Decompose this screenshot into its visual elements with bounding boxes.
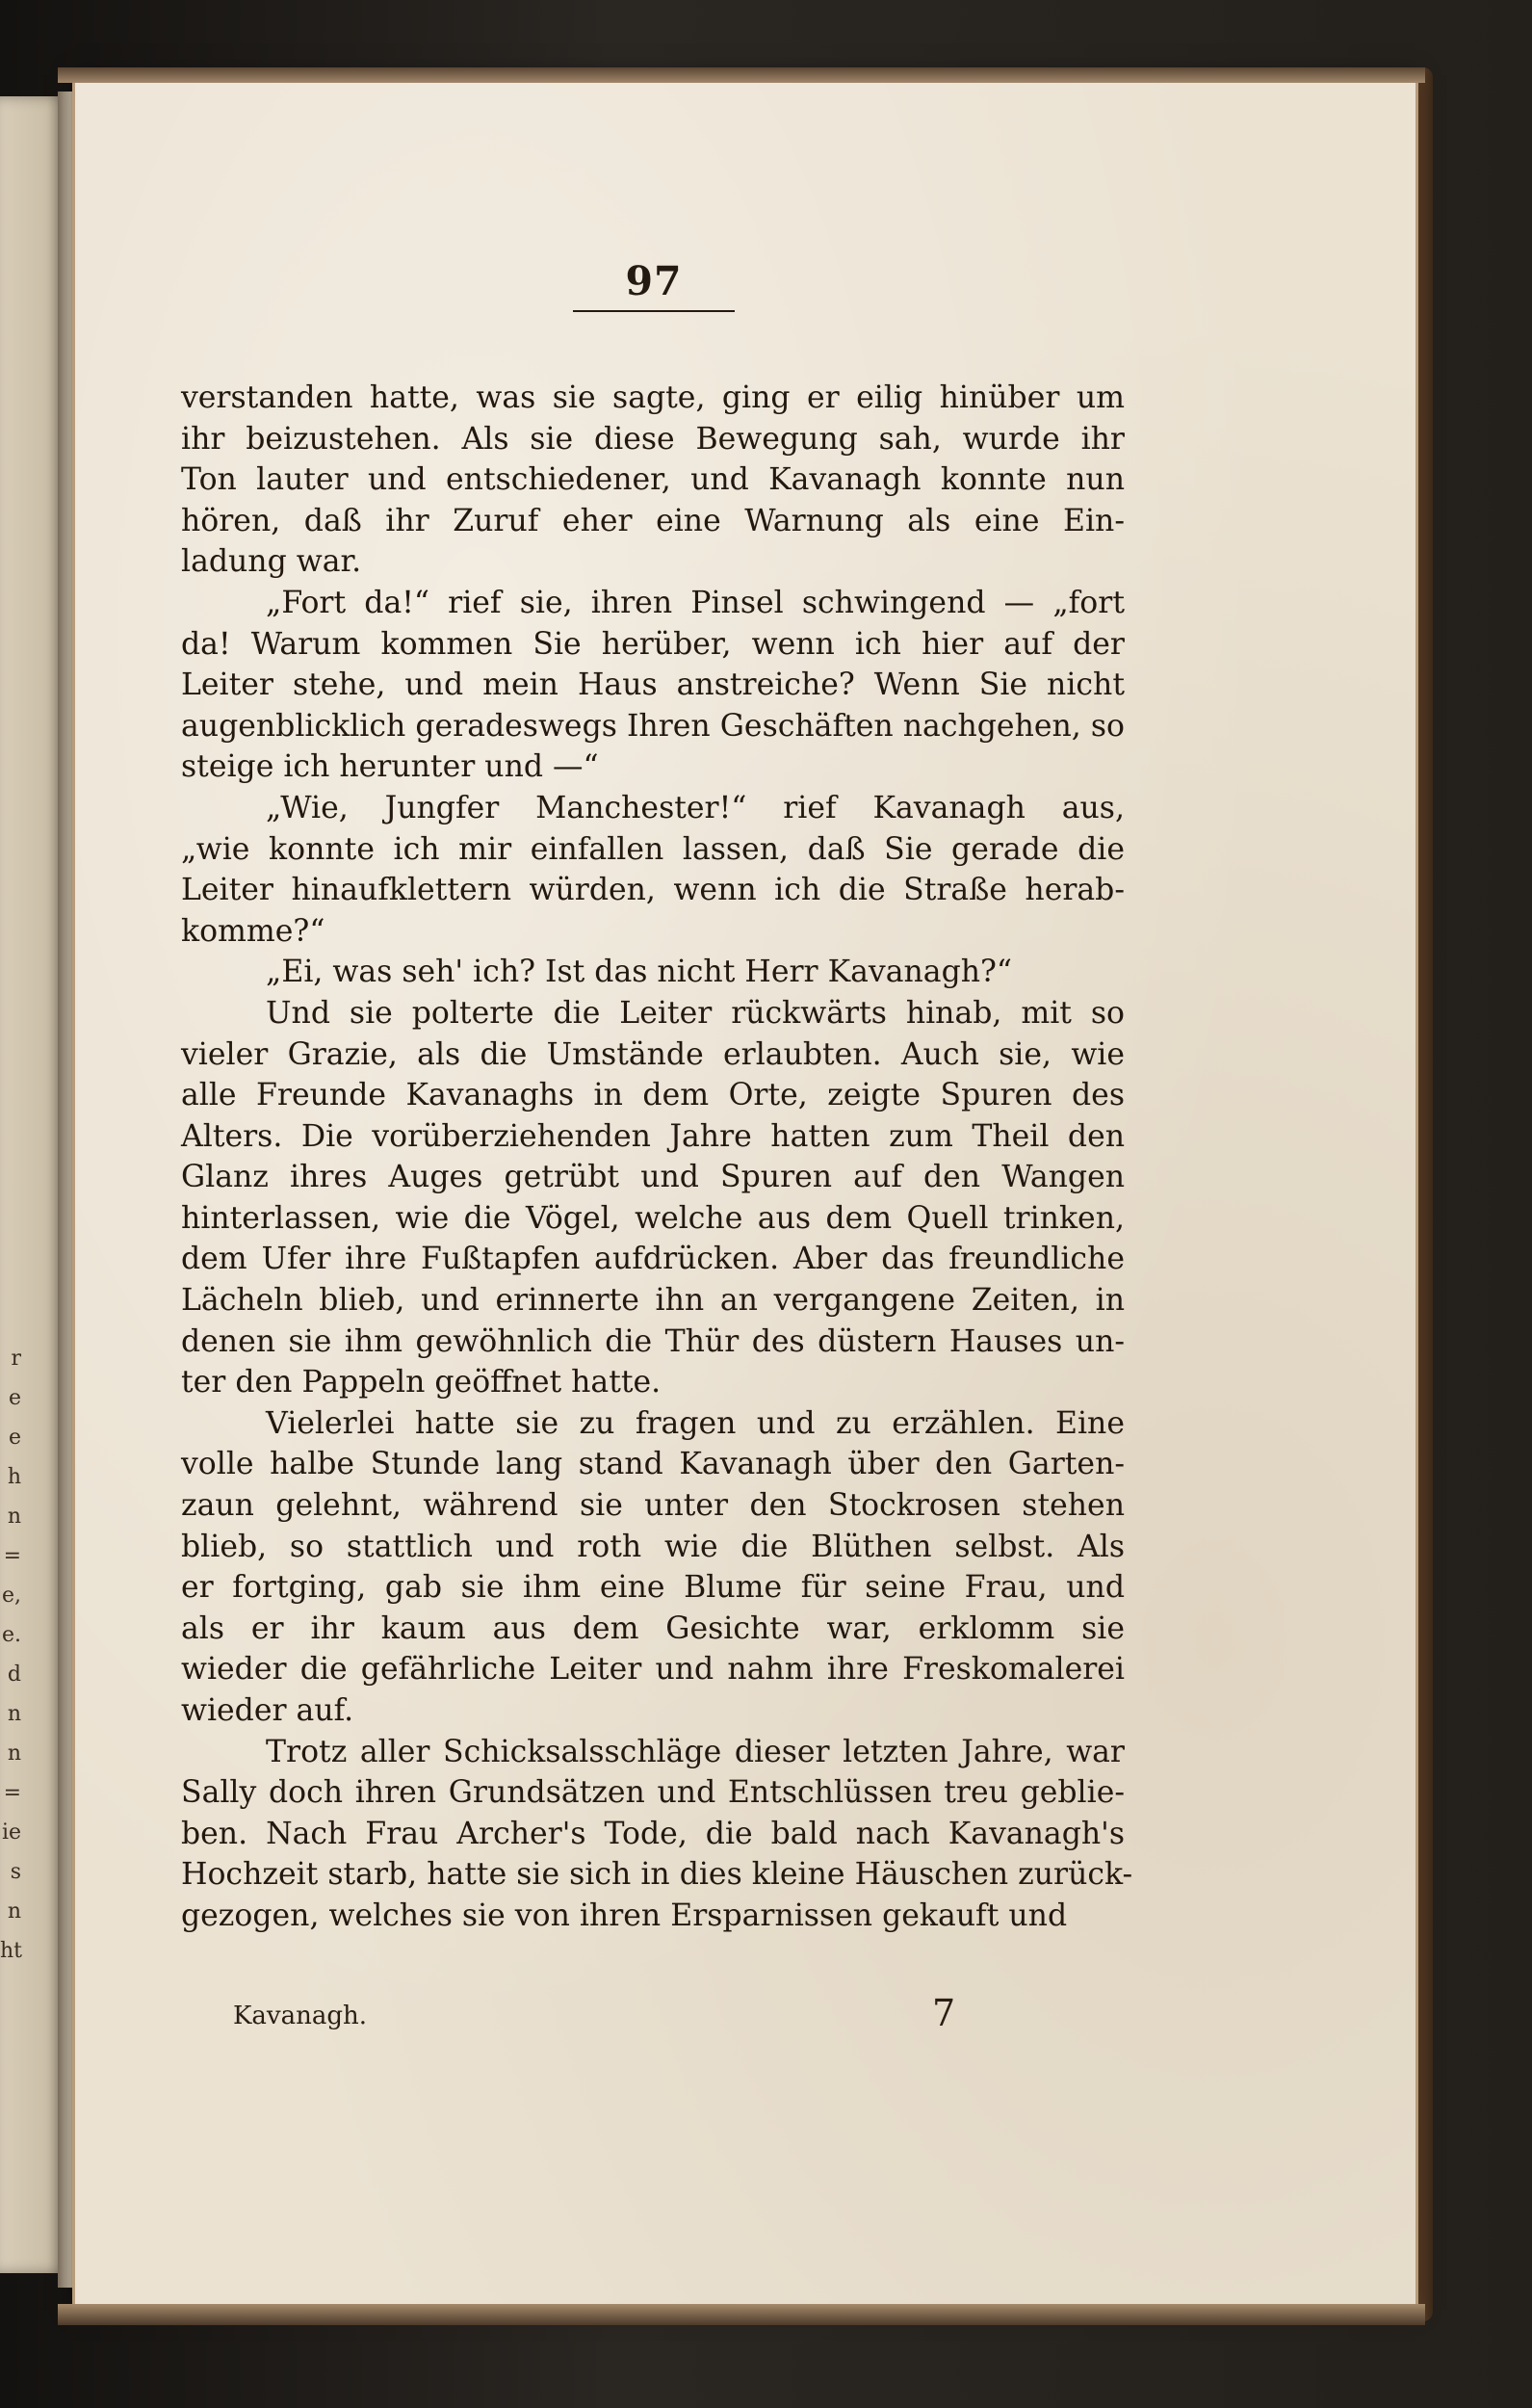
text-line: „Wie, Jungfer Manchester!“ rief Kavanagh aus, <box>266 790 1125 825</box>
text-line: ter den Pappeln geöffnet hatte. <box>181 1365 662 1400</box>
footer-signature: Kavanagh. <box>233 2002 368 2030</box>
text-line: ihr beizustehen. Als sie diese Bewegung sah, wurde ihr <box>181 421 1125 457</box>
text-line: wieder auf. <box>181 1693 354 1728</box>
left-margin-char: ht <box>0 1939 23 1963</box>
left-margin-char: d <box>7 1662 21 1687</box>
text-line: zaun gelehnt, während sie unter den Stockrosen stehen <box>181 1488 1125 1524</box>
text-line: volle halbe Stunde lang stand Kavanagh über den Garten- <box>181 1447 1125 1482</box>
page-edge-bottom <box>58 2304 1425 2325</box>
left-margin-char: n <box>7 1899 21 1924</box>
text-line: wieder die gefährliche Leiter und nahm ihre Freskomalerei <box>181 1652 1125 1688</box>
paragraph <box>181 788 1125 952</box>
text-line: er fortging, gab sie ihm eine Blume für seine Frau, und <box>181 1570 1125 1606</box>
text-line: Leiter stehe, und mein Haus anstreiche? Wenn Sie nicht <box>181 667 1125 703</box>
text-line: alle Freunde Kavanaghs in dem Orte, zeigte Spuren des <box>181 1078 1125 1113</box>
text-line: Alters. Die vorüberziehenden Jahre hatten zum Theil den <box>181 1118 1125 1154</box>
left-margin-char: e, <box>1 1584 21 1608</box>
left-margin-char: n <box>7 1702 21 1726</box>
text-line: Sally doch ihren Grundsätzen und Entschlüssen treu geblie- <box>181 1775 1125 1811</box>
text-line: Hochzeit starb, hatte sie sich in dies kleine Häuschen zurück- <box>181 1857 1133 1893</box>
paragraph <box>181 1732 1133 1937</box>
text-line: dem Ufer ihre Fußtapfen aufdrücken. Aber das freundliche <box>181 1242 1125 1277</box>
text-line: Lächeln blieb, und erinnerte ihn an vergangene Zeiten, in <box>181 1283 1125 1319</box>
text-line: denen sie ihm gewöhnlich die Thür des düstern Hauses un- <box>181 1323 1125 1359</box>
page-edge-top <box>58 67 1425 83</box>
left-margin-char: e. <box>1 1623 21 1647</box>
text-line: hören, daß ihr Zuruf eher eine Warnung als eine Ein- <box>181 503 1125 538</box>
text-line: blieb, so stattlich und roth wie die Blüthen selbst. Als <box>181 1529 1125 1564</box>
text-line: Vielerlei hatte sie zu fragen und zu erzählen. Eine <box>266 1405 1125 1441</box>
paragraph <box>181 952 1125 993</box>
text-line: ladung war. <box>181 544 362 580</box>
page-header <box>572 258 736 312</box>
left-margin-char: n <box>7 1505 21 1529</box>
left-margin-char: e <box>8 1426 21 1450</box>
text-line: vieler Grazie, als die Umstände erlaubten. Auch sie, wie <box>181 1036 1125 1072</box>
left-margin-char: = <box>3 1544 21 1568</box>
left-page-margin-text <box>0 1339 21 1971</box>
text-line: verstanden hatte, was sie sagte, ging er eilig hinüber um <box>181 380 1125 415</box>
left-margin-char: r <box>11 1347 21 1371</box>
left-margin-char: ie <box>1 1820 21 1845</box>
text-line: hinterlassen, wie die Vögel, welche aus dem Quell trinken, <box>181 1200 1125 1236</box>
header-rule <box>573 310 735 312</box>
text-line: Trotz aller Schicksalsschläge dieser letzten Jahre, war <box>266 1734 1125 1769</box>
paragraph <box>181 1403 1125 1732</box>
left-margin-char: n <box>7 1741 21 1766</box>
paragraph <box>181 583 1125 788</box>
text-line: „wie konnte ich mir einfallen lassen, daß Sie gerade die <box>181 831 1125 867</box>
text-line: als er ihr kaum aus dem Gesichte war, erklomm sie <box>181 1610 1125 1646</box>
text-line: Und sie polterte die Leiter rückwärts hinab, mit so <box>266 995 1125 1031</box>
text-line: steige ich herunter und —“ <box>181 749 599 785</box>
text-line: „Ei, was seh' ich? Ist das nicht Herr Kavanagh?“ <box>266 955 1013 990</box>
text-line: Ton lauter und entschiedener, und Kavanagh konnte nun <box>181 462 1125 498</box>
left-margin-char: e <box>8 1386 21 1410</box>
page-number: 97 <box>625 258 683 304</box>
footer-signature-number: 7 <box>932 1992 956 2034</box>
left-margin-char: = <box>3 1781 21 1805</box>
paragraph <box>181 378 1125 583</box>
text-line: augenblicklich geradeswegs Ihren Geschäften nachgehen, so <box>181 708 1125 744</box>
text-line: ben. Nach Frau Archer's Tode, die bald nach Kavanagh's <box>181 1816 1125 1851</box>
text-line: Leiter hinaufklettern würden, wenn ich die Straße herab- <box>181 873 1125 908</box>
left-margin-char: h <box>7 1465 21 1489</box>
text-line: da! Warum kommen Sie herüber, wenn ich hier auf der <box>181 626 1125 662</box>
text-line: gezogen, welches sie von ihren Ersparnissen gekauft und <box>181 1898 1068 1933</box>
text-line: Glanz ihres Auges getrübt und Spuren auf den Wangen <box>181 1160 1125 1195</box>
text-line: komme?“ <box>181 913 325 949</box>
paragraph <box>181 993 1125 1403</box>
text-line: „Fort da!“ rief sie, ihren Pinsel schwingend — „fort <box>266 585 1125 620</box>
body-text <box>181 378 1133 1937</box>
left-margin-char: s <box>10 1860 21 1884</box>
